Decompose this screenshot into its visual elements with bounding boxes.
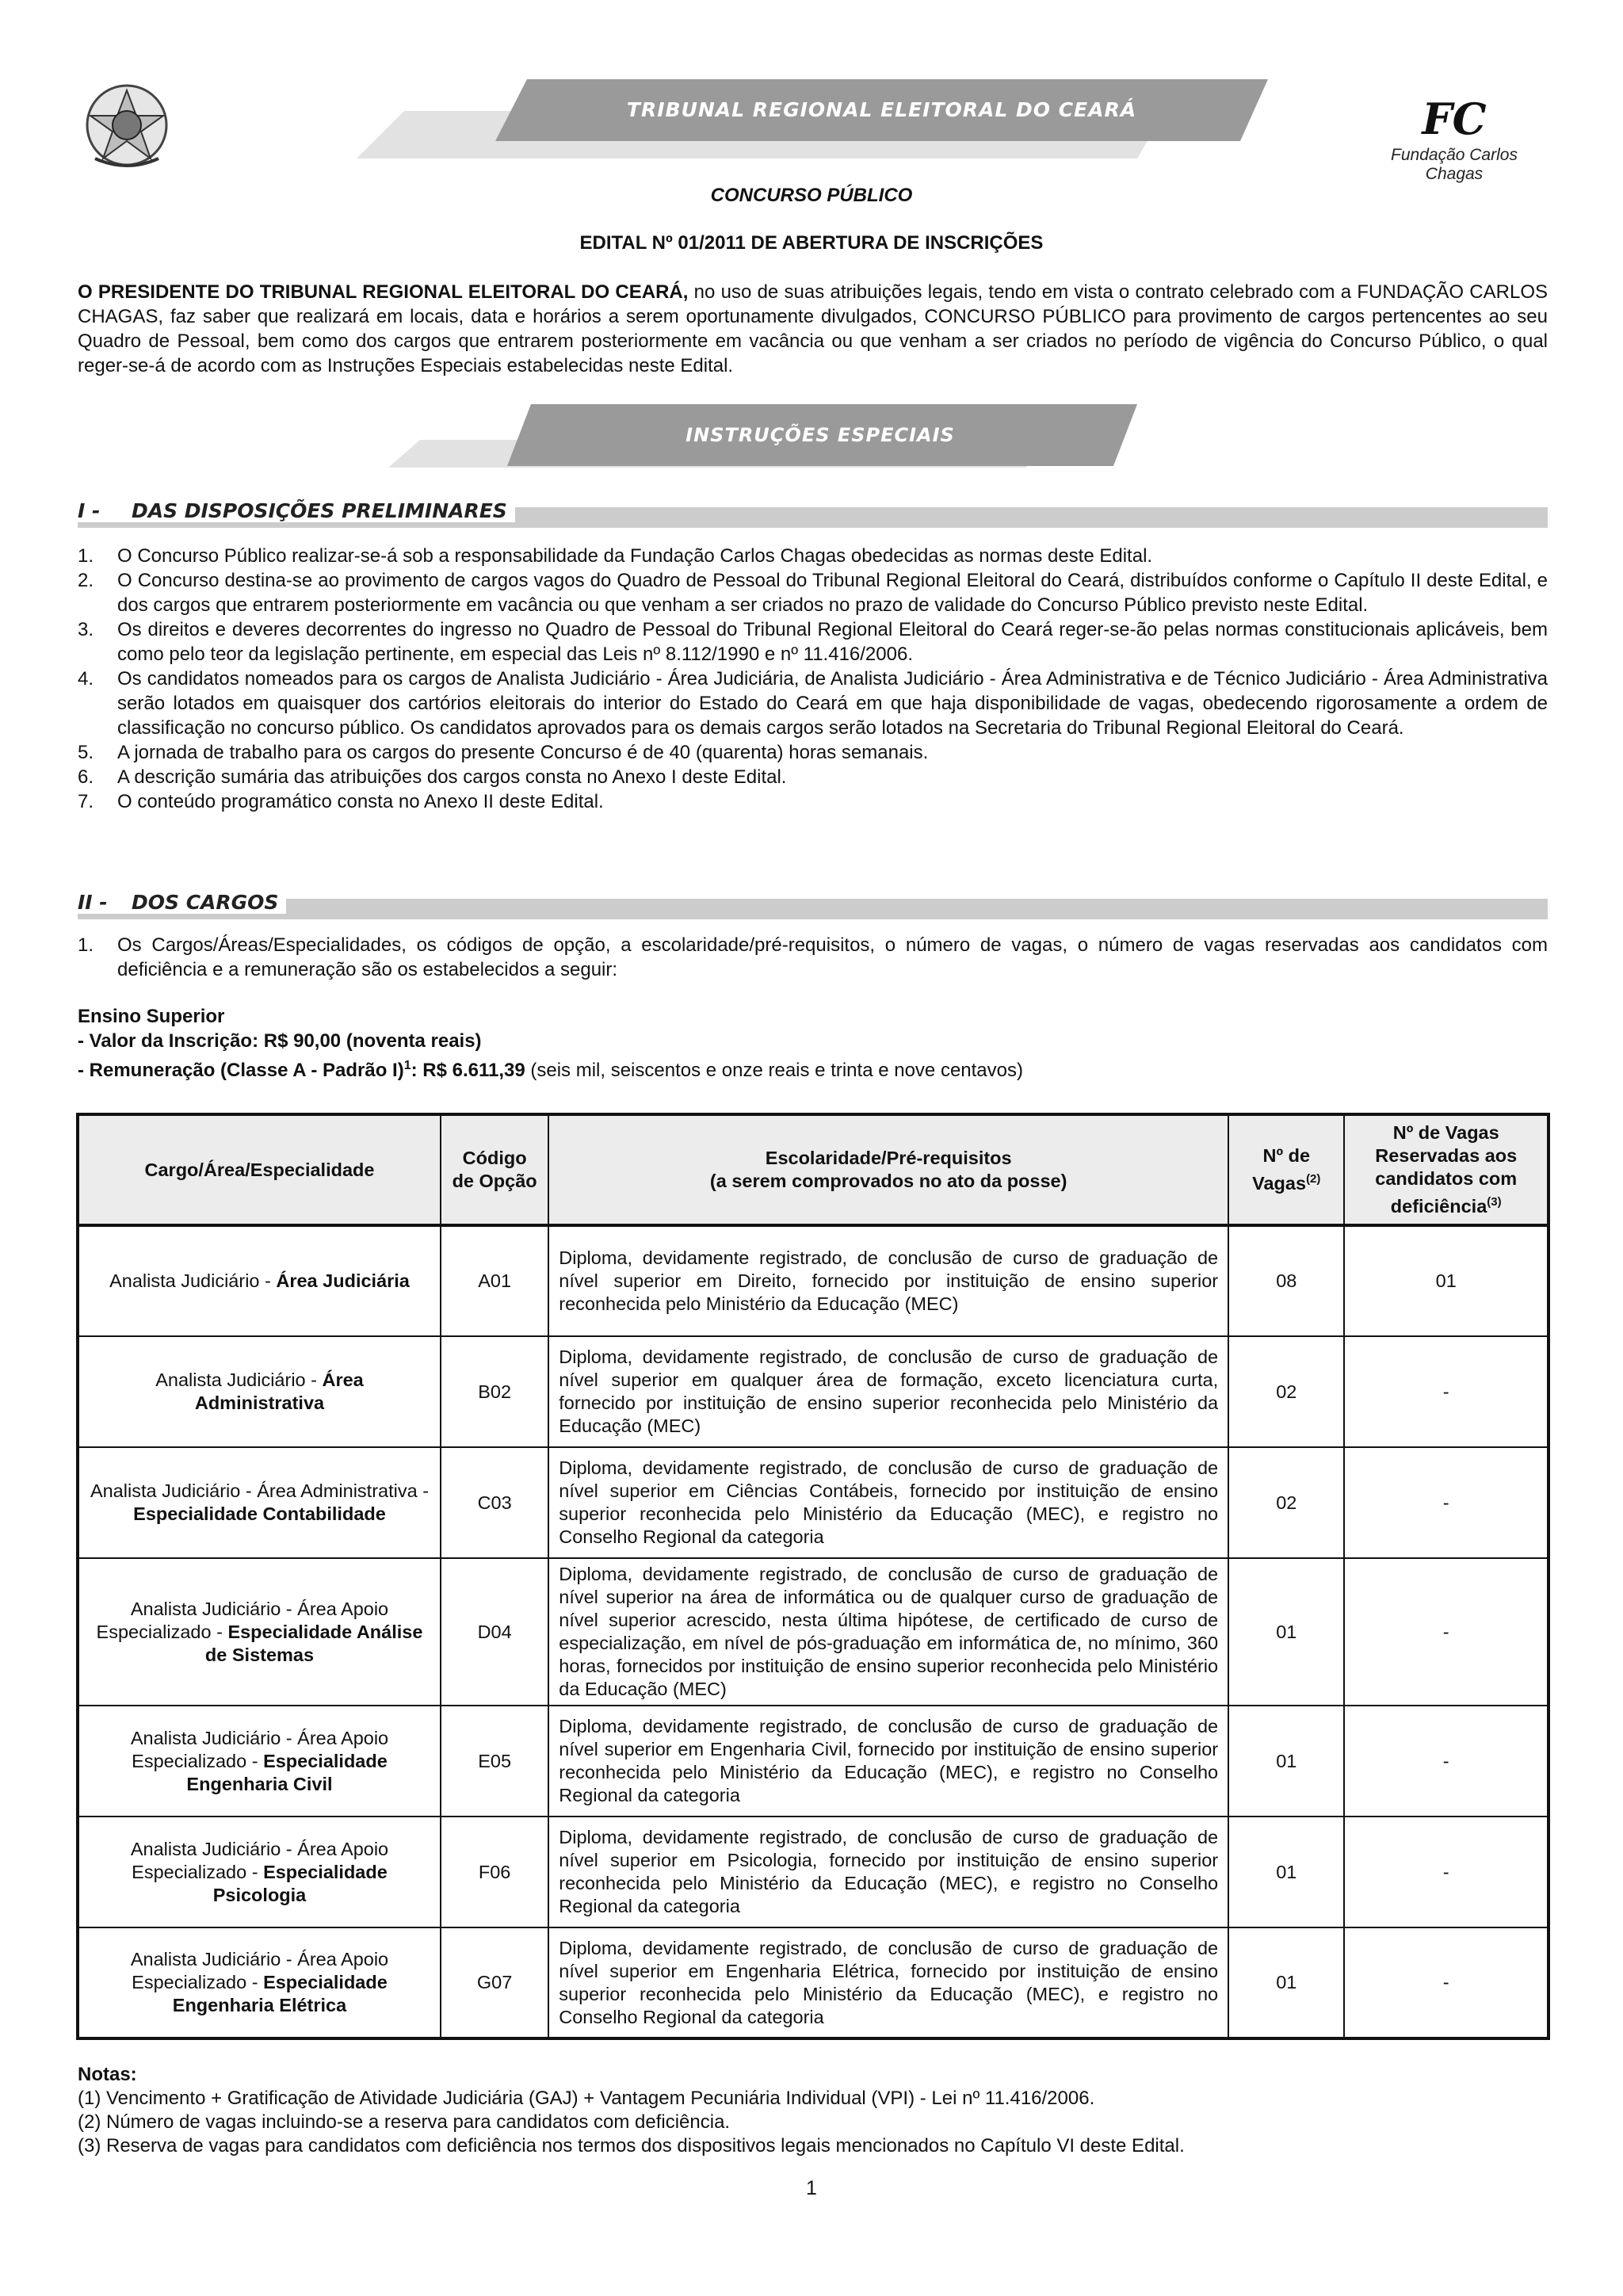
cargo-text: Analista Judiciário - [155, 1370, 323, 1390]
cell-codigo: G07 [441, 1927, 548, 2038]
section-title: DOS CARGOS [132, 891, 279, 914]
cargo-text: Analista Judiciário - [109, 1270, 277, 1291]
cell-escolaridade: Diploma, devidamente registrado, de conclusão de curso de graduação de nível superior em Ciências Contábeis, fornecido por instituição de ensino superior reconhecida pelo Ministério da Educação (MEC), e registro no Conselho Regional da categoria [548, 1447, 1228, 1558]
cell-codigo: D04 [441, 1558, 548, 1706]
cargo-text: Analista Judiciário - Área Apoio Especializado - [130, 1727, 389, 1771]
list-item-text: A descrição sumária das atribuições dos cargos consta no Anexo I deste Edital. [117, 766, 787, 788]
notes-title: Notas: [78, 2064, 137, 2085]
intro-text: no uso de suas atribuições legais, tendo em vista o contrato celebrado com a FUNDAÇÃO CARLOS CHAGAS, faz saber que realizará em locais, data e horários a serem oportunamente divulgados, CONCURSO PÚBLICO para provimento de cargos pertencentes ao seu Quadro de Pessoal, bem como dos cargos que entrarem posteriormente em vacância ou que venham a ser criados no período de vigência do Concurso Público, o qual reger-se-á de acordo com as Instruções Especiais estabelecidas neste Edital. [78, 281, 1548, 376]
list-item [78, 568, 1548, 617]
cell-vagas: 01 [1228, 1927, 1344, 2038]
cell-codigo: F06 [441, 1817, 548, 1927]
header-reservadas-line1: Nº de Vagas Reservadas aos candidatos com [1375, 1122, 1518, 1190]
list-item-text: Os direitos e deveres decorrentes do ingresso no Quadro de Pessoal do Tribunal Regional Eleitoral do Ceará reger-se-ão pelas normas constitucionais aplicáveis, bem como pelo teor da legislação pertinente, em especial das Leis nº 8.112/1990 e nº 11.416/2006. [117, 619, 1548, 665]
preliminares-list [78, 544, 1548, 814]
cell-codigo: E05 [441, 1706, 548, 1817]
cell-vagas: 01 [1228, 1817, 1344, 1927]
cell-escolaridade: Diploma, devidamente registrado, de conclusão de curso de graduação de nível superior em Direito, fornecido por instituição de ensino superior reconhecida pelo Ministério da Educação (MEC) [548, 1225, 1228, 1336]
list-item [78, 667, 1548, 740]
header-reservadas [1344, 1114, 1549, 1225]
table-row [78, 1817, 1549, 1927]
cell-codigo: C03 [441, 1447, 548, 1558]
cargos-table [76, 1113, 1550, 2040]
fcc-logo-name: Fundação Carlos Chagas [1391, 146, 1518, 183]
list-item-text: O conteúdo programático consta no Anexo II deste Edital. [117, 791, 604, 812]
cell-escolaridade: Diploma, devidamente registrado, de conclusão de curso de graduação de nível superior em Psicologia, fornecido por instituição de ensino superior reconhecida pelo Ministério da Educação (MEC), e registro no Conselho Regional da categoria [548, 1817, 1228, 1927]
cell-cargo [78, 1706, 441, 1817]
header-reservadas-line2: deficiência [1390, 1195, 1487, 1217]
header-escolaridade-line1: Escolaridade/Pré-requisitos [765, 1148, 1012, 1168]
cargo-bold: Especialidade Engenharia Elétrica [172, 1972, 388, 2015]
cargo-bold: Especialidade Engenharia Civil [186, 1750, 388, 1794]
list-item-text: Os Cargos/Áreas/Especialidades, os códigos de opção, a escolaridade/pré-requisitos, o número de vagas, o número de vagas reservadas aos candidatos com deficiência e a remuneração são os estabelecidos a seguir: [117, 934, 1548, 980]
cargo-text: Analista Judiciário - Área Administrativa - [90, 1480, 430, 1501]
list-item [78, 617, 1548, 667]
list-item-number: 3. [78, 619, 94, 640]
list-item-number: 5. [78, 742, 94, 763]
fcc-logo-mark: FC [1422, 94, 1487, 144]
table-header-row [78, 1114, 1549, 1225]
remuneracao-footnote: 1 [403, 1059, 411, 1072]
cargos-list [78, 933, 1548, 982]
page-number: 1 [806, 2177, 817, 2199]
valor-inscricao: - Valor da Inscrição: R$ 90,00 (noventa reais) [78, 1030, 482, 1052]
cell-escolaridade: Diploma, devidamente registrado, de conclusão de curso de graduação de nível superior na área de informática ou de qualquer curso de graduação de nível superior acrescido, nesta última hipótese, de certificado de curso de especialização, em nível de pós-graduação em informática de, no mínimo, 360 horas, fornecidos por instituição de ensino superior reconhecida pelo Ministério da Educação (MEC) [548, 1558, 1228, 1706]
notes-block [78, 2063, 1185, 2158]
ensino-title: Ensino Superior [78, 1006, 225, 1027]
fcc-logo [1363, 94, 1545, 183]
ensino-superior-info [78, 1004, 1023, 1083]
cell-cargo [78, 1558, 441, 1706]
document-title: CONCURSO PÚBLICO [710, 185, 913, 206]
cell-reservadas: - [1344, 1927, 1549, 2038]
header-escolaridade-line2: (a serem comprovados no ato da posse) [709, 1171, 1067, 1191]
cargo-text: Analista Judiciário - Área Apoio Especializado - [96, 1598, 389, 1642]
cell-reservadas: - [1344, 1706, 1549, 1817]
cargo-bold: Área Judiciária [276, 1270, 410, 1291]
instructions-banner-title: INSTRUÇÕES ESPECIAIS [685, 424, 955, 446]
remuneracao-extenso: (seis mil, seiscentos e onze reais e trinta e nove centavos) [525, 1060, 1023, 1081]
header-banner-title: TRIBUNAL REGIONAL ELEITORAL DO CEARÁ [626, 98, 1137, 121]
cell-escolaridade: Diploma, devidamente registrado, de conclusão de curso de graduação de nível superior em Engenharia Civil, fornecido por instituição de ensino superior reconhecida pelo Ministério da Educação (MEC), e registro no Conselho Regional da categoria [548, 1706, 1228, 1817]
list-item-text: O Concurso destina-se ao provimento de cargos vagos do Quadro de Pessoal do Tribunal Regional Eleitoral do Ceará, distribuídos conforme o Capítulo II deste Edital, e dos cargos que entrarem posteriormente em vacância ou que venham a ser criados no prazo de validade do Concurso Público previsto neste Edital. [117, 570, 1548, 616]
cargo-bold: Especialidade Contabilidade [133, 1503, 386, 1524]
cell-reservadas: - [1344, 1336, 1549, 1447]
header-vagas-line1: Nº de [1262, 1145, 1311, 1167]
cell-reservadas: - [1344, 1817, 1549, 1927]
cell-reservadas: 01 [1344, 1225, 1549, 1336]
list-item-number: 1. [78, 545, 94, 567]
intro-paragraph [78, 280, 1548, 378]
cell-vagas: 02 [1228, 1447, 1344, 1558]
list-item-number: 1. [78, 934, 94, 956]
cargo-bold: Especialidade Psicologia [212, 1861, 388, 1905]
note-item: (3) Reserva de vagas para candidatos com deficiência nos termos dos dispositivos legais mencionados no Capítulo VI deste Edital. [78, 2135, 1185, 2157]
section-heading-preliminares [78, 499, 1548, 528]
section-title: DAS DISPOSIÇÕES PRELIMINARES [132, 499, 507, 522]
header-vagas-line2: Vagas [1252, 1172, 1307, 1194]
table-row [78, 1336, 1549, 1447]
list-item-text: O Concurso Público realizar-se-á sob a responsabilidade da Fundação Carlos Chagas obedecidas as normas deste Edital. [117, 545, 1153, 567]
header-vagas [1228, 1114, 1344, 1225]
cell-escolaridade: Diploma, devidamente registrado, de conclusão de curso de graduação de nível superior em qualquer área de formação, exceto licenciatura curta, fornecido por instituição de ensino superior reconhecida pelo Ministério da Educação (MEC) [548, 1336, 1228, 1447]
note-item: (1) Vencimento + Gratificação de Atividade Judiciária (GAJ) + Vantagem Pecuniária Individual (VPI) - Lei nº 11.416/2006. [78, 2088, 1095, 2109]
cell-vagas: 01 [1228, 1706, 1344, 1817]
intro-bold: O PRESIDENTE DO TRIBUNAL REGIONAL ELEITORAL DO CEARÁ, [78, 281, 689, 303]
table-row [78, 1927, 1549, 2038]
section-bar [78, 899, 1548, 919]
cargo-text: Analista Judiciário - Área Apoio Especializado - [130, 1838, 389, 1882]
list-item [78, 740, 1548, 765]
cargo-bold: Especialidade Análise de Sistemas [204, 1621, 423, 1665]
cell-cargo [78, 1225, 441, 1336]
header-escolaridade [548, 1114, 1228, 1225]
cell-reservadas: - [1344, 1447, 1549, 1558]
cell-cargo [78, 1817, 441, 1927]
cell-cargo [78, 1927, 441, 2038]
cell-reservadas: - [1344, 1558, 1549, 1706]
cell-vagas: 01 [1228, 1558, 1344, 1706]
list-item-text: A jornada de trabalho para os cargos do presente Concurso é de 40 (quarenta) horas semanais. [117, 742, 929, 763]
cargo-text: Analista Judiciário - Área Apoio Especializado - [130, 1949, 389, 1992]
list-item-text: Os candidatos nomeados para os cargos de Analista Judiciário - Área Judiciária, de Analista Judiciário - Área Administrativa e de Técnico Judiciário - Área Administrativa serão lotados em quaisquer dos cartórios eleitorais do interior do Estado do Ceará em que haja disponibilidade de vagas, obedecendo rigorosamente a ordem de classificação no concurso público. Os candidatos aprovados para os demais cargos serão lotados na Secretaria do Tribunal Regional Eleitoral do Ceará. [117, 668, 1548, 739]
cell-vagas: 02 [1228, 1336, 1344, 1447]
coat-of-arms-emblem [79, 79, 174, 174]
cell-cargo [78, 1336, 441, 1447]
list-item [78, 765, 1548, 789]
header-reservadas-footnote: (3) [1487, 1195, 1502, 1209]
section-heading-text [78, 891, 286, 914]
table-row [78, 1558, 1549, 1706]
list-item-number: 2. [78, 570, 94, 591]
list-item-number: 4. [78, 668, 94, 690]
remuneracao-line [78, 1053, 1023, 1083]
list-item [78, 544, 1548, 568]
cell-codigo: B02 [441, 1336, 548, 1447]
header-banner [357, 79, 1268, 166]
remuneracao-value: : R$ 6.611,39 [411, 1060, 525, 1081]
remuneracao-label: - Remuneração (Classe A - Padrão I) [78, 1060, 404, 1081]
instructions-banner [388, 404, 1141, 468]
section-number: I - [78, 499, 101, 522]
section-heading-cargos [78, 891, 1548, 919]
table-row [78, 1706, 1549, 1817]
list-item-number: 6. [78, 766, 94, 788]
list-item [78, 933, 1548, 982]
cell-escolaridade: Diploma, devidamente registrado, de conclusão de curso de graduação de nível superior em Engenharia Elétrica, fornecido por instituição de ensino superior reconhecida pelo Ministério da Educação (MEC), e registro no Conselho Regional da categoria [548, 1927, 1228, 2038]
table-row [78, 1447, 1549, 1558]
section-heading-text [78, 499, 515, 522]
list-item-number: 7. [78, 791, 94, 812]
note-item: (2) Número de vagas incluindo-se a reserva para candidatos com deficiência. [78, 2111, 731, 2133]
section-number: II - [78, 891, 108, 914]
header-vagas-footnote: (2) [1306, 1172, 1321, 1186]
cell-cargo [78, 1447, 441, 1558]
cell-codigo: A01 [441, 1225, 548, 1336]
edital-title: EDITAL Nº 01/2011 DE ABERTURA DE INSCRIÇÕES [579, 232, 1044, 254]
cell-vagas: 08 [1228, 1225, 1344, 1336]
header-cargo: Cargo/Área/Especialidade [78, 1114, 441, 1225]
header-codigo: Código de Opção [441, 1114, 548, 1225]
list-item [78, 789, 1548, 814]
table-row [78, 1225, 1549, 1336]
cargo-bold: Área Administrativa [194, 1370, 364, 1413]
